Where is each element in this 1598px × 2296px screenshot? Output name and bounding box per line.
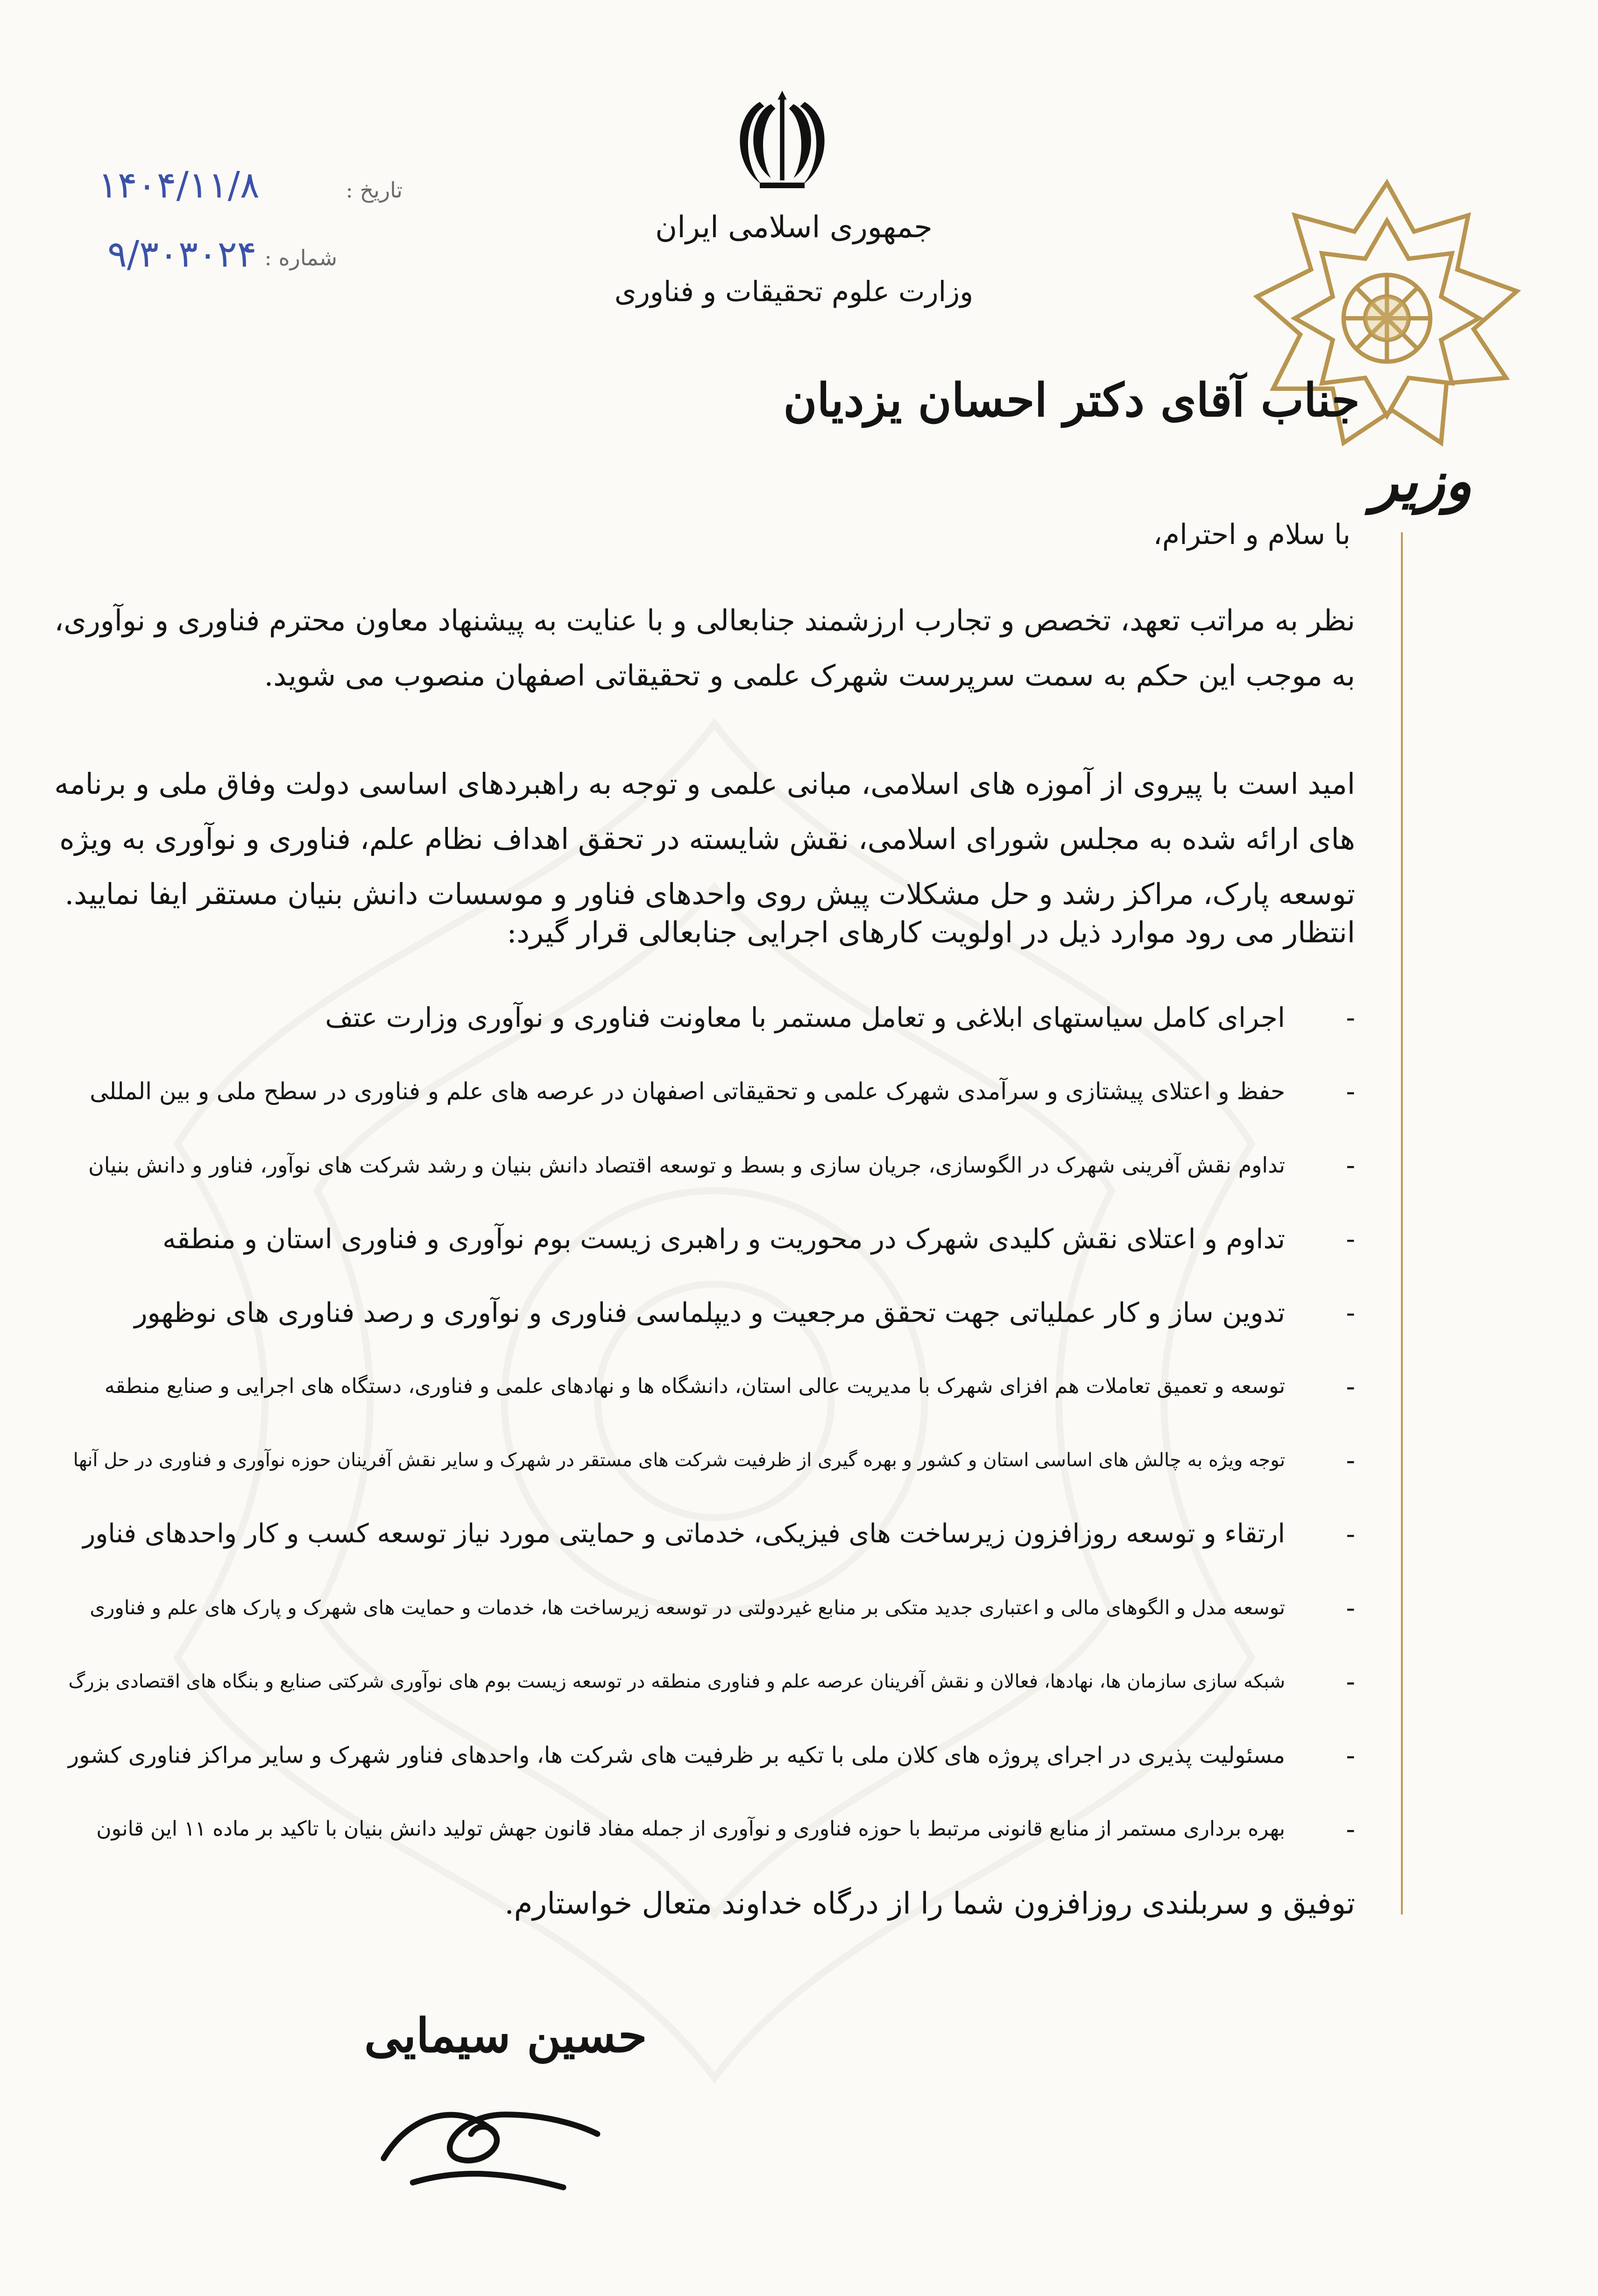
- number-value: ۹/۳۰۳۰۲۴: [107, 233, 257, 276]
- date-label: تاریخ :: [346, 177, 403, 203]
- margin-rule: [1401, 532, 1403, 1915]
- appointment-paragraph: نظر به مراتب تعهد، تخصص و تجارب ارزشمند جنابعالی و با عنایت به پیشنهاد معاون محترم فناوری و نوآوری، به موجب این حکم به سمت سرپرست شهرک علمی و تحقیقاتی اصفهان منصوب می شوید.: [54, 603, 1355, 692]
- priority-item: - تدوین ساز و کار عملیاتی جهت تحقق مرجعیت و دیپلماسی فناوری و نوآوری و رصد فناوری های نوظهور: [57, 1276, 1355, 1349]
- number-label: شماره :: [264, 245, 337, 270]
- country-name: جمهوری اسلامی ایران: [655, 210, 933, 245]
- priorities-list: [57, 981, 1355, 1866]
- date-value: ۱۴۰۴/۱۱/۸: [98, 164, 260, 206]
- priority-item: - توسعه مدل و الگوهای مالی و اعتباری جدید متکی بر منابع غیردولتی در توسعه زیرساخت ها، خدمات و حمایت های شهرک و پارک های علم و فناوری: [57, 1571, 1355, 1645]
- priority-item: - بهره برداری مستمر از منابع قانونی مرتبط با حوزه فناوری و نوآوری از جمله مفاد قانون جهش تولید دانش بنیان با تاکید بر ماده ۱۱ این قانون: [57, 1792, 1355, 1866]
- priority-item: - اجرای کامل سیاستهای ابلاغی و تعامل مستمر با معاونت فناوری و نوآوری وزارت عتف: [57, 981, 1355, 1054]
- signatory-name: حسین سیمایی: [364, 2008, 647, 2063]
- iran-emblem-icon: [726, 82, 838, 194]
- recipient-title: جناب آقای دکتر احسان یزدیان: [783, 374, 1360, 427]
- ministry-name: وزارت علوم تحقیقات و فناوری: [614, 276, 974, 308]
- priorities-intro: انتظار می رود موارد ذیل در اولویت کارهای اجرایی جنابعالی قرار گیرد:: [507, 915, 1355, 949]
- priority-item: - توجه ویژه به چالش های اساسی استان و کشور و بهره گیری از ظرفیت شرکت های مستقر در شهرک و سایر نقش آفرینان حوزه نوآوری و فناوری در حل آنها: [57, 1423, 1355, 1497]
- priority-item: - توسعه و تعمیق تعاملات هم افزای شهرک با مدیریت عالی استان، دانشگاه ها و نهادهای علمی و فناوری، دستگاه های اجرایی و صنایع منطقه: [57, 1349, 1355, 1423]
- hope-paragraph: امید است با پیروی از آموزه های اسلامی، مبانی علمی و توجه به راهبردهای اساسی دولت وفاق ملی و برنامه های ارائه شده به مجلس شورای اسلامی، نقش شایسته در تحقق اهداف نظام علم، فناوری و نوآوری به ویژه توسعه پارک، مراکز رشد و حل مشکلات پیش روی واحدهای فناور و موسسات دانش بنیان مستقر ایفا نمایید.: [54, 767, 1355, 911]
- sender-title: وزیر: [1371, 448, 1472, 514]
- greeting: با سلام و احترام،: [1153, 518, 1351, 551]
- priority-item: - ارتقاء و توسعه روزافزون زیرساخت های فیزیکی، خدماتی و حمایتی مورد نیاز توسعه کسب و کار واحدهای فناور: [57, 1497, 1355, 1571]
- closing-line: توفیق و سربلندی روزافزون شما را از درگاه خداوند متعال خواستارم.: [504, 1886, 1355, 1921]
- priority-item: - مسئولیت پذیری در اجرای پروژه های کلان ملی با تکیه بر ظرفیت های شرکت ها، واحدهای فناور شهرک و سایر مراکز فناوری کشور: [57, 1718, 1355, 1792]
- signature-icon: [364, 2059, 607, 2209]
- priority-item: - شبکه سازی سازمان ها، نهادها، فعالان و نقش آفرینان عرصه علم و فناوری منطقه در توسعه زیست بوم های نوآوری شرکتی صنایع و بنگاه های اقتصادی بزرگ: [57, 1645, 1355, 1718]
- priority-item: - تداوم و اعتلای نقش کلیدی شهرک در محوریت و راهبری زیست بوم نوآوری و فناوری استان و منطقه: [57, 1202, 1355, 1276]
- priority-item: - تداوم نقش آفرینی شهرک در الگوسازی، جریان سازی و بسط و توسعه اقتصاد دانش بنیان و رشد شرکت های نوآور، فناور و دانش بنیان: [57, 1128, 1355, 1202]
- priority-item: - حفظ و اعتلای پیشتازی و سرآمدی شهرک علمی و تحقیقاتی اصفهان در عرصه های علم و فناوری در سطح ملی و بین المللی: [57, 1054, 1355, 1128]
